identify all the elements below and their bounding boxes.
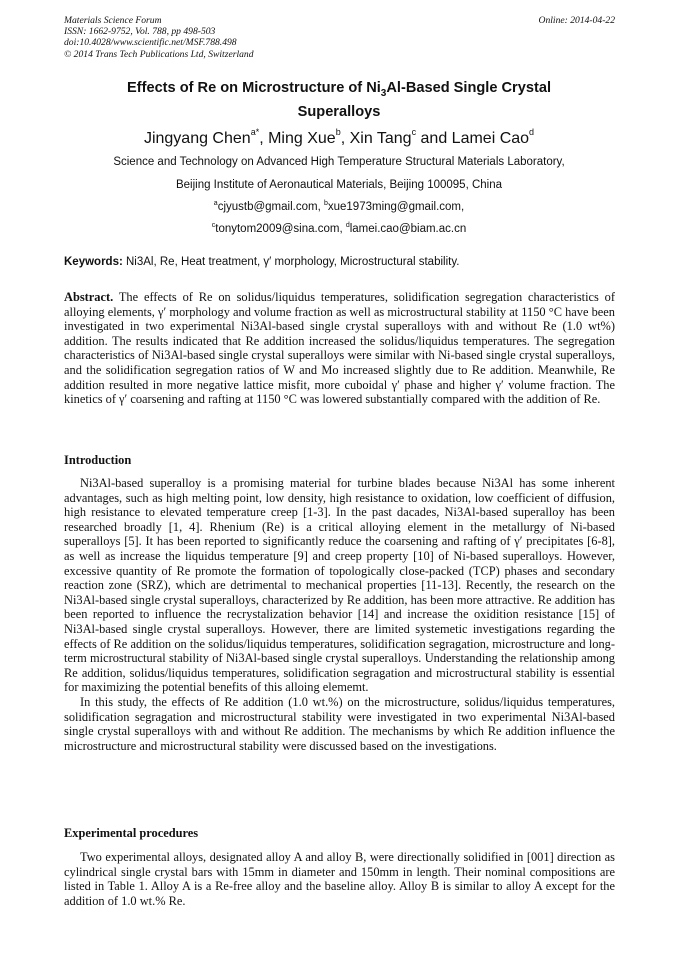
paper-title: Effects of Re on Microstructure of $Ni_3Al$-Based Single Crystal Superalloys <box>127 80 551 120</box>
introduction-body <box>64 476 615 753</box>
issn-line: ISSN: 1662-9752, Vol. 788, pp 498-503 <box>64 26 216 38</box>
experimental-body <box>64 850 615 908</box>
abstract-text: The effects of Re on solidus/liquidus temperatures, solidification segregation characteristics of alloying elements, γ′ morphology and volume fraction as well as microstructural stability at 1150 °C have been investigated in two experimental Ni3Al-based single crystal superalloys with and without Re (1.0 wt%) addition. The results indicated that Re addition increased the solidus/liquidus temperatures. The segregation characteristics of Ni3Al-based single crystal superalloys were similar with Ni-based single crystal superalloys, and the solidification segregation ratios of W and Mo increased slightly due to Re addition. Meanwhile, Re addition resulted in more negative lattice misfit, more cuboidal γ′ phase and higher γ′ volume fraction. The kinetics of γ′ coarsening and rafting at 1150 °C was lowered substantially compared with the addition of Re. <box>64 290 616 407</box>
author-name: Lamei Cao <box>451 130 530 147</box>
introduction-paragraph-2: In this study, the effects of Re addition (1.0 wt.%) on the microstructure, solidus/liquidus temperatures, solidification segragation and microstructural stability were investigated in two experimental Ni3Al-based single crystal superalloys with and without Re addition. The mechanisms by which Re addition influence the microstructure and microstructural stability were discussed based on the investigations. <box>64 694 615 753</box>
email-line-2: $^c$tonytom2009@sina.com, $^d$lamei.cao@biam.ac.cn <box>211 222 467 235</box>
introduction-heading: Introduction <box>64 453 132 467</box>
online-date: Online: 2014-04-22 <box>538 15 615 26</box>
affiliation-line-2: Beijing Institute of Aeronautical Materials, Beijing 100095, China <box>175 179 503 191</box>
introduction-paragraph-1: Ni3Al-based superalloy is a promising material for turbine blades because Ni3Al has some inherent advantages, such as high melting point, low density, high resistance to oxidation, low coefficient of diffusion, high resistance to elevated temperature creep [1-3]. In the past dacades, Ni3Al-based superalloy has been researched broadly [1, 4]. Rhenium (Re) is a critical alloying element in the metallurgy of Ni-based superalloys [5]. It has been reported to significantly reduce the coarsening and rafting of γ′ precipitates [6-8], as well as increase the liquidus temperature [9] and creep property [10] of Ni-based superalloys. However, excessive quantity of Re promote the formation of topologically close-packed (TCP) phases and secondary reaction zone (SRZ), which are detrimental to mechanical properties [11-13]. Recently, the research on the Ni3Al-based single crystal superalloys, characterized by Re addition, has been more attractive. Re addition has been reported to influence the recrystalization behavior [14] and increase the oxidition resistance [15] of Ni3Al-based single crystal superalloys. However, there are limited systemetic investigations regarding the effects of Re addition on the solidus/liquidus temperatures, solidification segragation, microstructure and long-term microstructural stability of Ni3Al-based single crystal superalloys. Understanding the relationship among Re addition, solidus/liquidus temperatures, solidification segragation and microstructural stability is essential for maximizing the potential benefits of this alloing elememt. <box>64 476 615 695</box>
doi-line: doi:10.4028/www.scientific.net/MSF.788.498 <box>64 37 237 49</box>
email-line-1: $^a$cjyustb@gmail.com, $^b$xue1973ming@gmail.com, <box>213 200 465 213</box>
copyright-line: © 2014 Trans Tech Publications Ltd, Switzerland <box>64 48 254 60</box>
author-list: Jingyang Chen$^{a*}$, Ming Xue$^b$, Xin Tang$^c$ and Lamei Cao$^d$ <box>143 127 535 147</box>
keywords <box>64 255 615 269</box>
email-address[interactable]: cjyustb@gmail.com <box>217 201 318 213</box>
email-address[interactable]: tonytom2009@sina.com <box>215 223 340 235</box>
experimental-heading: Experimental procedures <box>64 826 199 840</box>
author-name: Jingyang Chen <box>143 130 251 147</box>
experimental-paragraph-1: Two experimental alloys, designated alloy A and alloy B, were directionally solidified in [001] direction as cylindrical single crystal bars with 15mm in diameter and 150mm in length. Their nominal compositions are listed in Table 1. Alloy A is a Re-free alloy and the baseline alloy. Alloy B is similar to alloy A except for the addition of 1.0 wt.% Re. <box>64 850 615 908</box>
email-address[interactable]: lamei.cao@biam.ac.cn <box>349 223 467 235</box>
author-name: Ming Xue <box>268 130 336 147</box>
author-name: Xin Tang <box>349 130 412 147</box>
abstract <box>64 290 615 407</box>
email-address[interactable]: xue1973ming@gmail.com <box>327 201 461 213</box>
journal-header <box>64 15 254 60</box>
keywords-text: Ni3Al, Re, Heat treatment, γ′ morphology, Microstructural stability. <box>126 256 460 268</box>
affiliation-line-1: Science and Technology on Advanced High Temperature Structural Materials Laboratory, <box>113 156 565 168</box>
abstract-label: Abstract. <box>64 290 114 304</box>
keywords-label: Keywords: <box>64 256 123 268</box>
journal-name: Materials Science Forum <box>64 15 162 26</box>
